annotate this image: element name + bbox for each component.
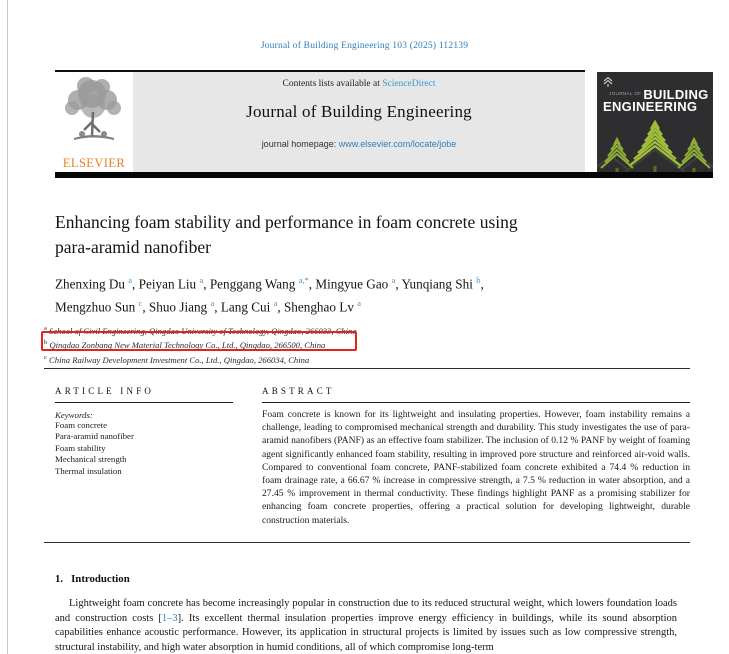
affiliation-marker: b (44, 339, 48, 347)
author-affiliation-sup[interactable]: c (138, 297, 143, 308)
keyword-item: Thermal insulation (55, 465, 122, 476)
author-affiliation-sup[interactable]: a (199, 275, 204, 285)
journal-title: Journal of Building Engineering (246, 102, 472, 121)
divider (262, 402, 690, 403)
affiliation-text: Qingdao Zonbang New Material Technology Co., Ltd., Qingdao, 266500, China (47, 340, 326, 351)
introduction-paragraph (55, 597, 677, 654)
keyword-item: Mechanical strength (55, 454, 127, 465)
divider (44, 542, 690, 543)
keywords-list (55, 420, 233, 477)
author-name: Shuo Jiang (148, 299, 208, 315)
author-list: Zhenxing Du $^a$, Peiyan Liu $^a$, Penggang Wang $^{a,*}$, Mingyue Gao $^a$, Yunqiang Shi $^b$, Mengzhuo Sun $^c$, Shuo Jiang $^a$, Lang Cui $^a$, Shenghao Lv $^a$ (55, 275, 484, 315)
journal-reference-link[interactable]: Journal of Building Engineering 103 (2025) 112139 (260, 41, 469, 51)
journal-header-banner (55, 70, 585, 172)
intro-text-before: Lightweight foam concrete has become increasingly popular in construction due to its reduced structural weight, which lowers foundation loads and construction costs (55, 598, 677, 624)
citation-bracket-close: ] (177, 612, 182, 624)
intro-text-after: . Its excellent thermal insulation properties improve energy efficiency in buildings, while its sound absorption capabilities enhance acoustic performance. However, its application in structural projects is limited by issues such as low compressive strength, structural instability, and high water absorption in humid conditions, all of which compromise long-term (55, 612, 677, 654)
affiliation-marker: c (44, 353, 47, 361)
author-name: Shenghao Lv (283, 299, 354, 315)
author-affiliation-sup[interactable]: a (210, 297, 215, 308)
affiliation-text: School of Civil Engineering, Qingdao University of Technology, Qingdao, 266033, China (46, 325, 357, 336)
abstract-section (262, 386, 690, 527)
citation-link[interactable]: 1–3 (161, 612, 178, 624)
affiliation (44, 352, 357, 366)
journal-cover-thumbnail (597, 72, 713, 172)
article-title-line2: para-aramid nanofiber (55, 237, 211, 257)
contents-prefix: Contents lists available at (282, 79, 383, 89)
cover-title-line1: BUILDING (643, 87, 709, 102)
header-bottom-bar (55, 172, 713, 178)
affiliation (44, 323, 357, 337)
cover-titles (603, 88, 709, 113)
author-affiliation-sup[interactable]: a (391, 275, 396, 285)
author-name: Mingyue Gao (315, 276, 389, 292)
homepage-link[interactable]: www.elsevier.com/locate/jobe (338, 139, 457, 149)
article-info-heading: ARTICLE INFO (55, 386, 155, 396)
divider (44, 368, 690, 369)
keyword-item: Foam concrete (55, 420, 108, 430)
homepage-line (133, 139, 585, 149)
elsevier-logo-box (55, 72, 133, 172)
contents-line (133, 79, 585, 89)
divider (55, 402, 233, 403)
cover-mini-logo-icon (603, 76, 613, 88)
abstract-heading: ABSTRACT (262, 386, 335, 396)
homepage-prefix: journal homepage: (261, 139, 339, 149)
author-name: Mengzhuo Sun (55, 299, 136, 315)
section-number: 1. (55, 573, 64, 585)
author-affiliation-sup[interactable]: a (357, 297, 361, 308)
page-left-edge (7, 0, 8, 654)
keyword-item: Para-aramid nanofiber (55, 431, 134, 442)
citation-bracket-open: [ (158, 612, 162, 624)
article-title-line1: Enhancing foam stability and performance in foam concrete using (55, 212, 518, 232)
affiliation-list (44, 323, 357, 366)
author-name: Lang Cui (220, 299, 271, 315)
author-affiliation-sup[interactable]: b (476, 275, 481, 285)
affiliation-marker: a (44, 325, 47, 332)
elsevier-tree-logo (62, 74, 126, 156)
sciencedirect-link[interactable]: ScienceDirect (382, 79, 436, 89)
affiliation (44, 337, 357, 351)
article-info-section (55, 386, 233, 477)
abstract-text: Foam concrete is known for its lightweight and insulating properties. However, foam instability remains a challenge, leading to compromised mechanical strength and durability. This study investigates the use of para-aramid nanofibers (PANF) as an effective foam stabilizer. The inclusion of 0.12 % PANF by weight of foaming agent significantly enhanced foam stability, resulting in improved pore structure and reinforced air-void walls. Compared to conventional foam concrete, PANF-stabilized foam concrete exhibited a 74.4 % reduction in foam drainage rate, a 66.67 % increase in compressive strength, a 7.5 % reduction in water absorption, and a 27.45 % improvement in thermal conductivity. These findings highlight PANF as a promising stabilizer for enhancing foam concrete properties, offering a practical solution for developing lightweight, durable construction materials. (262, 409, 690, 526)
author-name: Peiyan Liu (138, 276, 197, 292)
introduction-heading (55, 573, 130, 585)
author-affiliation-sup[interactable]: a,* (298, 275, 309, 285)
cover-trees-graphic (597, 116, 713, 172)
keywords-label: Keywords: (55, 410, 93, 420)
affiliation-text: China Railway Development Investment Co., Ltd., Qingdao, 266034, China (46, 354, 310, 365)
banner-center (133, 72, 585, 172)
author-affiliation-sup[interactable]: a (273, 297, 278, 308)
cover-title-line2: ENGINEERING (603, 99, 698, 114)
article-title (55, 210, 675, 260)
author-name: Yunqiang Shi (401, 276, 473, 292)
section-title: Introduction (71, 573, 130, 585)
cover-journal-of: JOURNAL OF (609, 91, 642, 96)
author-name: Penggang Wang (209, 276, 296, 292)
author-affiliation-sup[interactable]: a (128, 275, 133, 285)
elsevier-wordmark: ELSEVIER (62, 156, 126, 170)
keyword-item: Foam stability (55, 442, 106, 453)
author-name: Zhenxing Du (55, 276, 125, 292)
